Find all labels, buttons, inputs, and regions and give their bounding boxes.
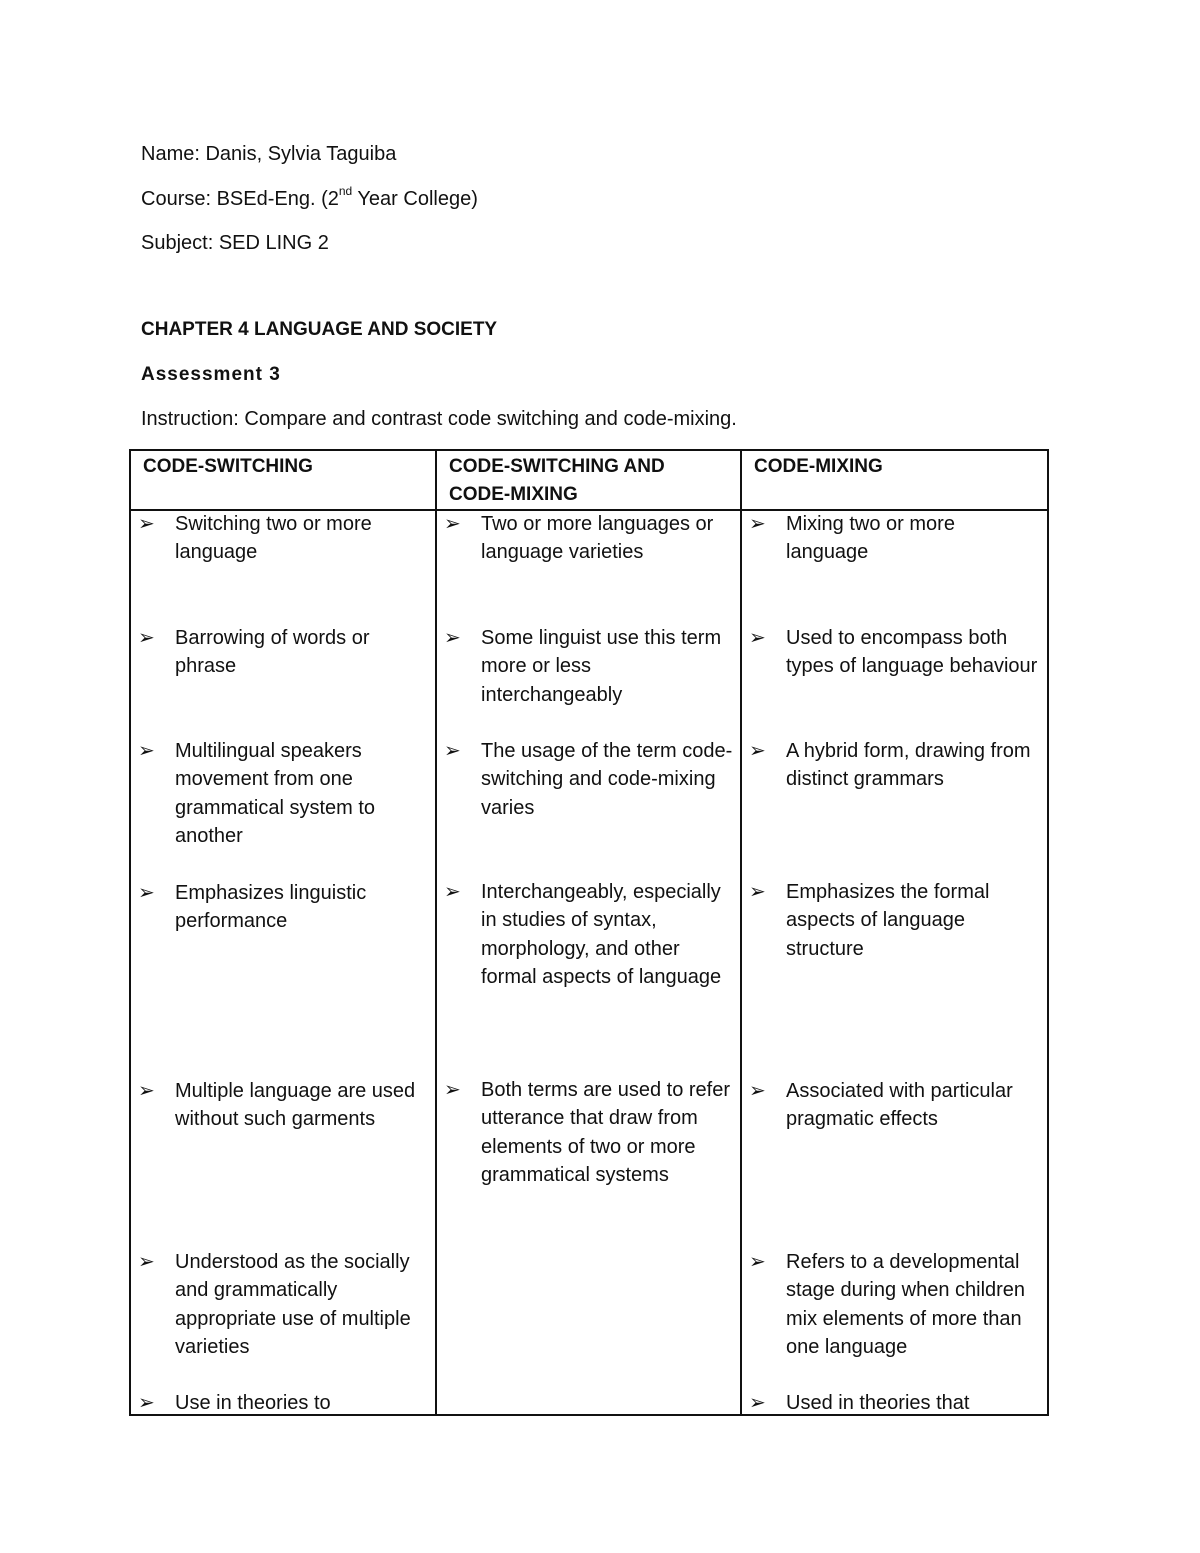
arrow-bullet-icon: ➢ [444,627,461,649]
arrow-bullet-icon: ➢ [444,881,461,903]
list-item [444,1076,734,1189]
arrow-bullet-icon: ➢ [749,627,766,649]
arrow-bullet-icon: ➢ [138,1251,155,1273]
arrow-bullet-icon: ➢ [749,1392,766,1414]
list-item-text: Understood as the socially and grammatically appropriate use of multiple varieties [175,1251,411,1358]
arrow-bullet-icon: ➢ [444,740,461,762]
list-item [138,879,429,936]
list-item-text: Mixing two or more language [786,513,955,564]
list-item [138,1248,429,1361]
list-item-text: Emphasizes the formal aspects of language structure [786,881,990,960]
list-item [444,624,734,709]
column-code-mixing [741,510,1048,1415]
course-text: Course: BSEd-Eng. (2 [141,188,339,210]
list-item [749,737,1041,794]
column-both [436,510,741,1415]
arrow-bullet-icon: ➢ [749,740,766,762]
arrow-bullet-icon: ➢ [444,1079,461,1101]
list-item [138,511,429,567]
subject-line: Subject: SED LING 2 [141,232,329,254]
list-item [749,878,1041,963]
arrow-bullet-icon: ➢ [749,1080,766,1102]
instruction-text: Instruction: Compare and contrast code switching and code-mixing. [141,408,737,430]
arrow-bullet-icon: ➢ [444,513,461,535]
list-item-text: Use in theories to [175,1392,331,1414]
header-code-switching: CODE-SWITCHING [130,450,436,510]
list-item [749,1248,1041,1361]
list-item [749,511,1041,567]
list-item [444,878,734,991]
list-item [138,1077,429,1134]
list-item [444,511,734,567]
list-item-text: A hybrid form, drawing from distinct grammars [786,740,1031,791]
arrow-bullet-icon: ➢ [138,1392,155,1414]
list-item [138,1389,429,1414]
list-item [749,1077,1041,1134]
arrow-bullet-icon: ➢ [138,1080,155,1102]
table-header-row [130,450,1048,510]
list-item [138,624,429,681]
arrow-bullet-icon: ➢ [138,740,155,762]
list-item [138,737,429,850]
arrow-bullet-icon: ➢ [749,1251,766,1273]
course-superscript: nd [338,184,353,199]
list-item [749,1389,1041,1414]
list-item-text: Refers to a developmental stage during when children mix elements of more than one language [786,1251,1026,1358]
arrow-bullet-icon: ➢ [138,513,155,535]
list-item-text: Associated with particular pragmatic effects [786,1080,1013,1131]
comparison-table [129,449,1049,1416]
course-line [141,184,478,211]
header-both: CODE-SWITCHING AND CODE-MIXING [436,450,741,510]
list-item-text: Both terms are used to refer utterance that draw from elements of two or more grammatical systems [481,1079,731,1186]
chapter-title: CHAPTER 4 LANGUAGE AND SOCIETY [141,319,498,340]
list-item-text: Switching two or more language [175,513,372,564]
list-item-text: Used in theories that [786,1392,970,1414]
table-body-row [130,510,1048,1415]
arrow-bullet-icon: ➢ [138,882,155,904]
arrow-bullet-icon: ➢ [749,881,766,903]
list-item-text: Interchangeably, especially in studies of syntax, morphology, and other formal aspects of language [481,881,722,988]
list-item-text: Two or more languages or language varieties [481,513,714,564]
list-item-text: The usage of the term code-switching and code-mixing varies [481,740,733,819]
arrow-bullet-icon: ➢ [749,513,766,535]
header-code-mixing: CODE-MIXING [741,450,1048,510]
list-item [749,624,1041,681]
arrow-bullet-icon: ➢ [138,627,155,649]
column-code-switching [130,510,436,1415]
list-item [444,737,734,822]
course-text-rest: Year College) [352,188,478,210]
list-item-text: Multilingual speakers movement from one grammatical system to another [175,740,376,847]
assessment-title: Assessment 3 [141,364,281,385]
list-item-text: Barrowing of words or phrase [175,627,370,678]
student-name: Name: Danis, Sylvia Taguiba [141,143,397,165]
list-item-text: Used to encompass both types of language behaviour [786,627,1038,678]
list-item-text: Some linguist use this term more or less interchangeably [481,627,722,706]
list-item-text: Emphasizes linguistic performance [175,882,367,933]
list-item-text: Multiple language are used without such garments [175,1080,416,1131]
